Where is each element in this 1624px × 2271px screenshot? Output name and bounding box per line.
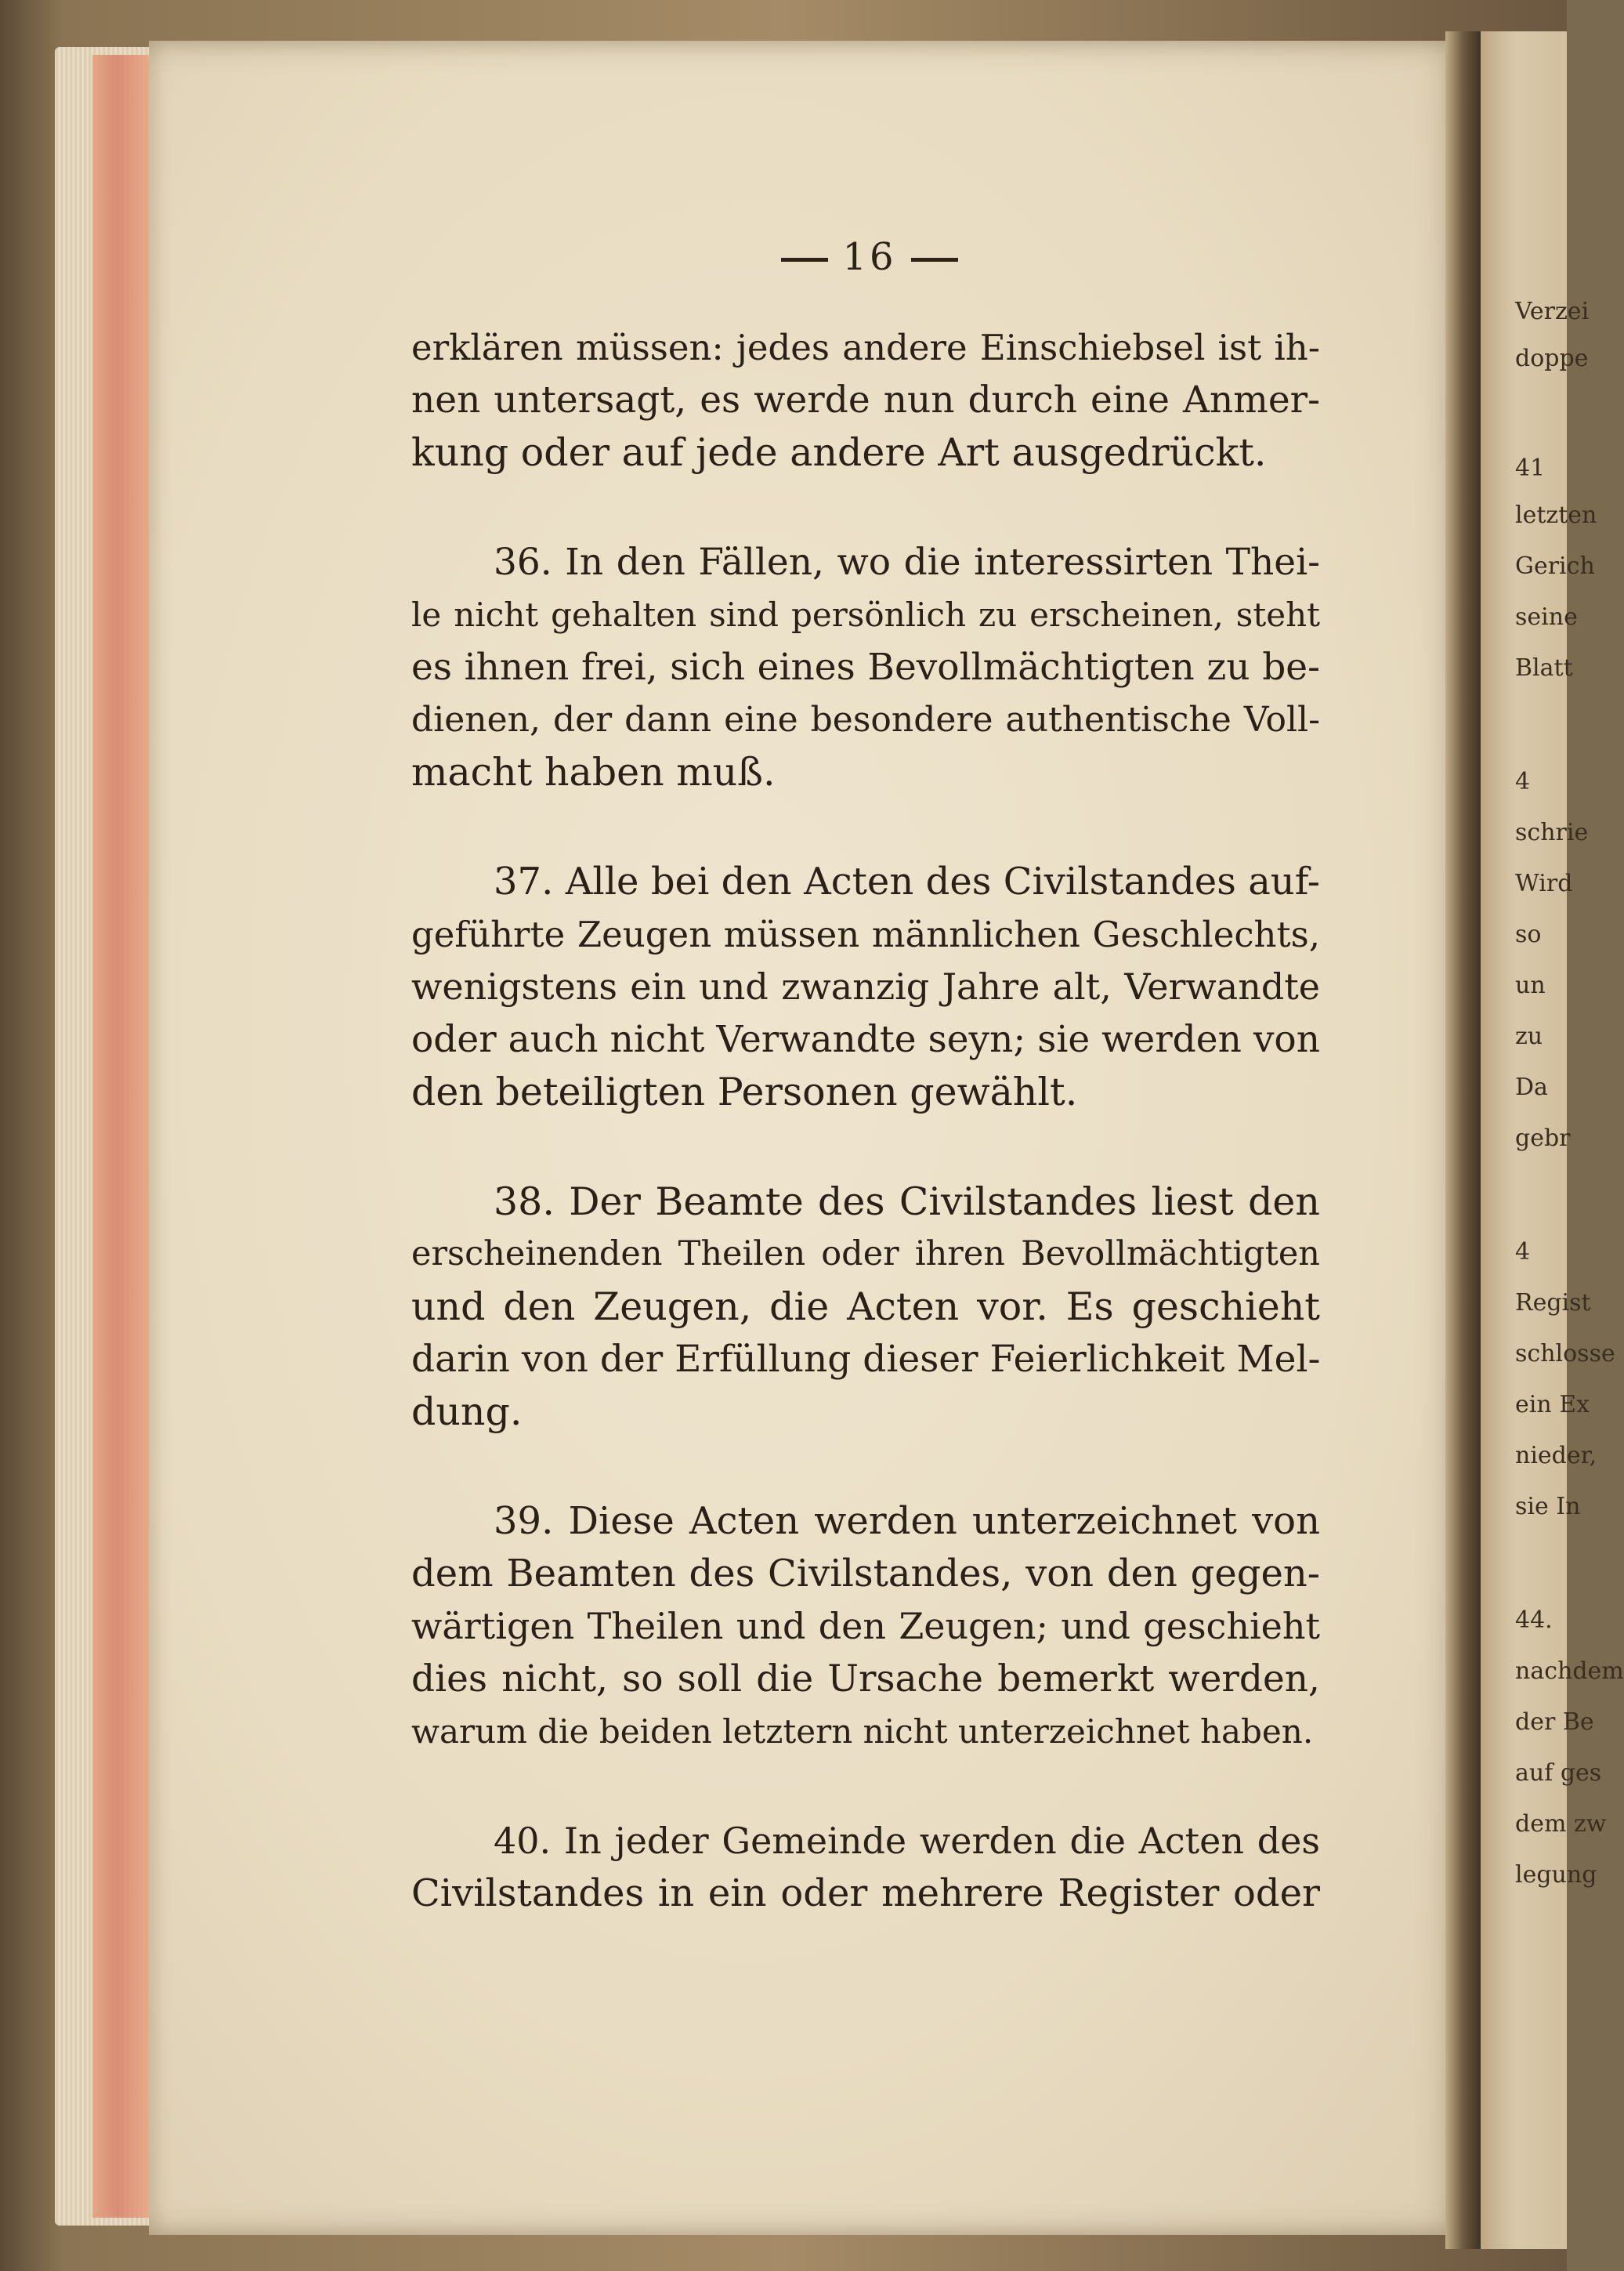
fragment-line: Blatt [1515,654,1573,682]
text-line: oder auch nicht Verwandte seyn; sie werden von [411,1018,1320,1061]
text-line: le nicht gehalten sind persönlich zu erscheinen, steht [411,596,1320,634]
text-line: darin von der Erfüllung dieser Feierlichkeit Mel- [411,1338,1321,1381]
text-line: 36. In den Fällen, wo die interessirten Thei- [494,541,1320,584]
paragraph-continuation [411,321,1320,479]
fragment-line: letzten [1515,502,1597,529]
fragment-line: legung [1515,1861,1597,1889]
text-line: wenigstens ein und zwanzig Jahre alt, Verwandte [411,965,1320,1008]
header-dash-right [911,258,958,262]
fragment-line: dem zw [1515,1810,1607,1838]
text-line: nen untersagt, es werde nun durch eine Anmer- [411,378,1320,422]
text-line: geführte Zeugen müssen männlichen Geschlechts, [411,914,1320,955]
fragment-line: seine [1515,603,1578,631]
fragment-line: nachdem [1515,1657,1624,1685]
text-line: dung. [411,1389,523,1434]
fragment-line: sie In [1515,1493,1581,1520]
text-line: und den Zeugen, die Acten vor. Es geschieht [411,1284,1320,1329]
text-line: wärtigen Theilen und den Zeugen; und geschieht [411,1605,1320,1647]
fragment-line: nieder, [1515,1442,1597,1469]
header-dash-left [781,258,828,262]
paragraph-39 [411,1495,1320,1758]
fragment-line: so [1515,921,1542,948]
fragment-line: un [1515,972,1546,999]
fragment-line: Da [1515,1074,1548,1101]
text-line: es ihnen frei, sich eines Bevollmächtigten zu be- [411,646,1320,689]
fragment-line: zu [1515,1023,1543,1050]
text-line: dienen, der dann eine besondere authentische Voll- [411,700,1320,740]
page-body [411,321,1320,1977]
text-line: Civilstandes in ein oder mehrere Register oder [411,1871,1320,1915]
text-line: 38. Der Beamte des Civilstandes liest den [494,1179,1320,1224]
fragment-line: gebr [1515,1125,1571,1152]
text-line: erklären müssen: jedes andere Einschiebsel ist ih- [411,327,1320,368]
text-line: dies nicht, so soll die Ursache bemerkt werden, [411,1657,1320,1701]
fragment-line: Gerich [1515,552,1595,580]
text-line: den beteiligten Personen gewählt. [411,1070,1078,1114]
red-page-edge [92,55,154,2218]
text-line: erscheinenden Theilen oder ihren Bevollmächtigten [411,1234,1320,1273]
fragment-line: 44. [1515,1606,1553,1634]
paragraph-40 [411,1815,1320,1920]
fragment-line: ein Ex [1515,1391,1590,1418]
fragment-line: der Be [1515,1708,1594,1736]
fragment-line: Regist [1515,1289,1591,1317]
paragraph-36 [411,536,1320,799]
paragraph-38 [411,1175,1320,1438]
fragment-line: 4 [1515,1238,1531,1266]
fragment-line: 41 [1515,455,1546,482]
paragraph-37 [411,856,1320,1118]
text-line: warum die beiden letztern nicht unterzeichnet haben. [411,1712,1314,1751]
fragment-line: auf ges [1515,1759,1602,1787]
text-line: 40. In jeder Gemeinde werden die Acten des [494,1820,1320,1862]
fragment-line: 4 [1515,768,1531,795]
right-page-fragment [1481,31,1624,2249]
fragment-line: schrie [1515,819,1589,846]
text-line: 39. Diese Acten werden unterzeichnet von [494,1499,1320,1543]
fragment-line: schlosse [1515,1340,1615,1367]
fragment-line: Verzei [1515,298,1590,325]
book-gutter [1445,31,1481,2249]
text-line: kung oder auf jede andere Art ausgedrückt. [411,430,1267,475]
text-line: 37. Alle bei den Acten des Civilstandes auf- [494,860,1320,904]
fragment-line: doppe [1515,345,1589,372]
fragment-line: Wird [1515,870,1573,897]
text-line: dem Beamten des Civilstandes, von den gegen- [411,1552,1320,1595]
page-header [752,235,987,279]
page-number: 16 [842,235,897,279]
text-line: macht haben muß. [411,750,776,795]
